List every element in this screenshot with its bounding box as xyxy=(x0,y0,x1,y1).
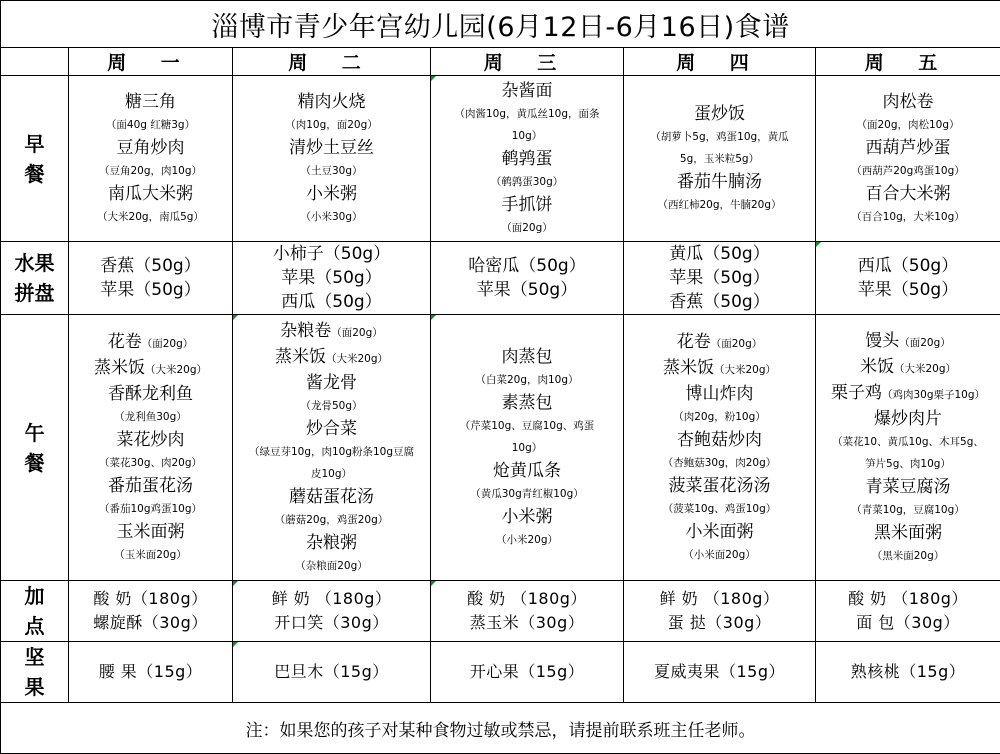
dish-ingredients: （西红柿20g，牛腩20g） xyxy=(624,194,815,216)
dish-name: 花卷 xyxy=(677,332,711,352)
dish-name: 栗子鸡 xyxy=(831,383,882,403)
menu-cell xyxy=(624,581,816,642)
menu-cell xyxy=(624,642,816,703)
menu-item xyxy=(816,329,1000,355)
header-day: 周 三 xyxy=(431,48,624,76)
dish-ingredients: （肉酱10g，黄瓜丝10g，面条 xyxy=(431,103,623,125)
dish-ingredients: （黄瓜30g青红椒10g） xyxy=(431,483,623,505)
dish-ingredients: （肉10g，面20g） xyxy=(233,114,430,136)
dish-name: 杏鲍菇炒肉 xyxy=(624,428,815,452)
dish-ingredients: （杂粮面20g） xyxy=(233,555,430,577)
dish-name: 素蒸包 xyxy=(431,391,623,415)
menu-cell xyxy=(233,642,431,703)
menu-cell xyxy=(233,242,431,315)
menu-item: 酸 奶 （180g） xyxy=(816,587,1000,611)
dish-name: 玉米面粥 xyxy=(69,520,232,544)
dish-ingredients: （面40g 红糖3g） xyxy=(69,114,232,136)
dish-name: 豆角炒肉 xyxy=(69,136,232,160)
dish-name: 蒸米饭 xyxy=(94,358,145,378)
dish-name: 南瓜大米粥 xyxy=(69,182,232,206)
row-label xyxy=(1,242,69,315)
dish-ingredients: 10g） xyxy=(431,437,623,459)
dish-name: 小米粥 xyxy=(233,182,430,206)
menu-item xyxy=(233,319,430,345)
dish-name: 苹果（50g） xyxy=(624,266,815,290)
dish-name: 馒头 xyxy=(865,331,899,351)
dish-ingredients: （菠菜10g、鸡蛋10g） xyxy=(624,498,815,520)
menu-item: 酸 奶 （180g） xyxy=(431,587,623,611)
dish-name: 炝黄瓜条 xyxy=(431,459,623,483)
dish-name: 米饭 xyxy=(860,357,894,377)
dish-name: 苹果（50g） xyxy=(816,278,1000,302)
dish-ingredients: （胡萝卜5g，鸡蛋10g，黄瓜 xyxy=(624,126,815,148)
menu-cell xyxy=(69,642,233,703)
dish-name: 香蕉（50g） xyxy=(624,290,815,314)
cell-comment-marker xyxy=(431,76,436,81)
header-day: 周 一 xyxy=(69,48,233,76)
row-label xyxy=(1,76,69,242)
menu-item xyxy=(816,355,1000,381)
menu-item: 巴旦木（15g） xyxy=(233,660,430,684)
dish-name: 手抓饼 xyxy=(431,193,623,217)
menu-item xyxy=(624,330,815,356)
dish-name: 青菜豆腐汤 xyxy=(816,475,1000,499)
dish-name: 杂粮粥 xyxy=(233,531,430,555)
dish-ingredients: （面20g） xyxy=(142,338,194,350)
dish-ingredients: （绿豆芽10g，肉10g粉条10g豆腐 xyxy=(233,441,430,463)
row-label-text: 果 xyxy=(1,672,68,702)
cell-comment-marker xyxy=(233,581,238,586)
menu-item: 蒸玉米（30g） xyxy=(431,611,623,635)
menu-cell xyxy=(431,242,624,315)
dish-ingredients: 10g） xyxy=(431,125,623,147)
row-label xyxy=(1,581,69,642)
row-label-text: 加 xyxy=(1,581,68,611)
dish-name: 番茄牛腩汤 xyxy=(624,170,815,194)
menu-cell xyxy=(69,315,233,581)
dish-name: 小米面粥 xyxy=(624,520,815,544)
menu-cell xyxy=(69,76,233,242)
menu-item xyxy=(69,330,232,356)
header-day: 周 四 xyxy=(624,48,816,76)
menu-item xyxy=(233,345,430,371)
row-label-text: 早 xyxy=(1,129,68,159)
menu-cell xyxy=(431,315,624,581)
menu-title: 淄博市青少年宫幼儿园(6月12日-6月16日)食谱 xyxy=(1,1,1000,48)
menu-cell xyxy=(431,581,624,642)
menu-cell xyxy=(233,315,431,581)
dish-name: 杂酱面 xyxy=(431,79,623,103)
dish-name: 百合大米粥 xyxy=(816,182,1000,206)
menu-item: 鲜 奶 （180g） xyxy=(233,587,430,611)
cell-comment-marker xyxy=(233,315,238,320)
dish-name: 肉蒸包 xyxy=(431,345,623,369)
dish-ingredients: （芹菜10g、豆腐10g、鸡蛋 xyxy=(431,415,623,437)
dish-name: 苹果（50g） xyxy=(233,266,430,290)
breakfast-row xyxy=(1,76,1000,242)
cell-comment-marker xyxy=(431,581,436,586)
dish-ingredients: （蘑菇20g，鸡蛋20g） xyxy=(233,509,430,531)
dish-name: 糖三角 xyxy=(69,90,232,114)
menu-item: 开口笑（30g） xyxy=(233,611,430,635)
dish-name: 小米粥 xyxy=(431,505,623,529)
header-day: 周 二 xyxy=(233,48,431,76)
dish-name: 苹果（50g） xyxy=(431,278,623,302)
menu-cell xyxy=(431,76,624,242)
row-label-text: 坚 xyxy=(1,642,68,672)
menu-item: 熟核桃（15g） xyxy=(816,660,1000,684)
dish-ingredients: （青菜10g，豆腐10g） xyxy=(816,499,1000,521)
allergy-note: 注：如果您的孩子对某种食物过敏或禁忌，请提前联系班主任老师。 xyxy=(1,703,1000,754)
menu-item: 螺旋酥（30g） xyxy=(69,611,232,635)
dish-ingredients: 皮10g） xyxy=(233,463,430,485)
menu-item xyxy=(816,381,1000,407)
dish-ingredients: （龙利鱼30g） xyxy=(69,406,232,428)
dish-ingredients: （大米20g） xyxy=(894,363,956,375)
row-label-text: 水果 xyxy=(1,248,68,278)
dish-ingredients: （面20g，肉松10g） xyxy=(816,114,1000,136)
menu-item xyxy=(69,356,232,382)
dish-ingredients: （面20g） xyxy=(899,337,951,349)
dish-ingredients: （面20g） xyxy=(431,217,623,239)
dish-ingredients: （土豆30g） xyxy=(233,160,430,182)
dish-name: 蛋炒饭 xyxy=(624,102,815,126)
dish-name: 爆炒肉片 xyxy=(816,407,1000,431)
dish-ingredients: （鹌鹑蛋30g） xyxy=(431,171,623,193)
menu-cell xyxy=(624,315,816,581)
menu-cell xyxy=(816,581,1000,642)
dish-name: 鹌鹑蛋 xyxy=(431,147,623,171)
snack-row xyxy=(1,581,1000,642)
dish-name: 西葫芦炒蛋 xyxy=(816,136,1000,160)
dish-name: 菠菜蛋花汤汤 xyxy=(624,474,815,498)
dish-ingredients: （小米30g） xyxy=(233,206,430,228)
menu-cell xyxy=(233,76,431,242)
dish-ingredients: （大米20g） xyxy=(714,364,776,376)
dish-name: 蒸米饭 xyxy=(663,358,714,378)
dish-name: 酱龙骨 xyxy=(233,371,430,395)
menu-cell xyxy=(624,242,816,315)
lunch-row xyxy=(1,315,1000,581)
menu-cell xyxy=(816,315,1000,581)
dish-ingredients: （面20g） xyxy=(711,338,763,350)
cell-comment-marker xyxy=(816,242,821,247)
menu-cell xyxy=(233,581,431,642)
row-label-text: 餐 xyxy=(1,448,68,478)
dish-ingredients: （大米20g，南瓜5g） xyxy=(69,206,232,228)
dish-ingredients: （西葫芦20g鸡蛋10g） xyxy=(816,160,1000,182)
dish-ingredients: （小米20g） xyxy=(431,529,623,551)
menu-item xyxy=(624,356,815,382)
dish-ingredients: （鸡肉30g栗子10g） xyxy=(882,389,985,401)
dish-name: 肉松卷 xyxy=(816,90,1000,114)
dish-ingredients: （番茄10g鸡蛋10g） xyxy=(69,498,232,520)
dish-name: 黑米面粥 xyxy=(816,521,1000,545)
row-label xyxy=(1,642,69,703)
row-label-text: 餐 xyxy=(1,159,68,189)
dish-ingredients: （百合10g，大米10g） xyxy=(816,206,1000,228)
dish-name: 小柿子（50g） xyxy=(233,242,430,266)
dish-name: 苹果（50g） xyxy=(69,278,232,302)
dish-ingredients: 笋片5g、肉10g） xyxy=(816,453,1000,475)
cell-comment-marker xyxy=(233,642,238,647)
dish-ingredients: 5g，玉米粒5g） xyxy=(624,148,815,170)
dish-ingredients: （面20g） xyxy=(331,327,383,339)
dish-name: 博山炸肉 xyxy=(624,382,815,406)
dish-name: 精肉火烧 xyxy=(233,90,430,114)
dish-ingredients: （大米20g） xyxy=(326,353,388,365)
menu-item: 蛋 挞（30g） xyxy=(624,611,815,635)
dish-ingredients: （黑米面20g） xyxy=(816,545,1000,567)
dish-name: 蒸米饭 xyxy=(275,347,326,367)
dish-name: 黄瓜（50g） xyxy=(624,242,815,266)
dish-ingredients: （菜花30g、肉20g） xyxy=(69,452,232,474)
dish-ingredients: （大米20g） xyxy=(145,364,207,376)
dish-name: 香酥龙利鱼 xyxy=(69,382,232,406)
dish-name: 菜花炒肉 xyxy=(69,428,232,452)
dish-ingredients: （白菜20g，肉10g） xyxy=(431,369,623,391)
fruit-platter-row xyxy=(1,242,1000,315)
dish-ingredients: （小米面20g） xyxy=(624,544,815,566)
row-label xyxy=(1,315,69,581)
menu-item: 夏威夷果（15g） xyxy=(624,660,815,684)
dish-name: 蘑菇蛋花汤 xyxy=(233,485,430,509)
menu-cell xyxy=(624,76,816,242)
dish-ingredients: （玉米面20g） xyxy=(69,544,232,566)
dish-name: 花卷 xyxy=(108,332,142,352)
menu-item: 酸 奶（180g） xyxy=(69,587,232,611)
menu-item: 鲜 奶 （180g） xyxy=(624,587,815,611)
cell-comment-marker xyxy=(431,315,436,320)
header-corner xyxy=(1,48,69,76)
menu-cell xyxy=(816,242,1000,315)
menu-cell xyxy=(816,76,1000,242)
menu-item: 腰 果（15g） xyxy=(69,660,232,684)
dish-ingredients: （肉20g，粉10g） xyxy=(624,406,815,428)
menu-cell xyxy=(431,642,624,703)
dish-ingredients: （杏鲍菇30g，肉20g） xyxy=(624,452,815,474)
row-label-text: 拼盘 xyxy=(1,278,68,308)
menu-item: 开心果（15g） xyxy=(431,660,623,684)
menu-cell xyxy=(69,242,233,315)
weekday-header-row xyxy=(1,48,1000,76)
nuts-row xyxy=(1,642,1000,703)
header-day: 周 五 xyxy=(816,48,1000,76)
menu-cell xyxy=(69,581,233,642)
dish-ingredients: （菜花10、黄瓜10g、木耳5g、 xyxy=(816,431,1000,453)
dish-ingredients: （龙骨50g） xyxy=(233,395,430,417)
dish-name: 西瓜（50g） xyxy=(233,290,430,314)
dish-name: 炒合菜 xyxy=(233,417,430,441)
dish-name: 番茄蛋花汤 xyxy=(69,474,232,498)
row-label-text: 午 xyxy=(1,418,68,448)
menu-cell xyxy=(816,642,1000,703)
dish-name: 哈密瓜（50g） xyxy=(431,254,623,278)
dish-ingredients: （豆角20g，肉10g） xyxy=(69,160,232,182)
dish-name: 香蕉（50g） xyxy=(69,254,232,278)
dish-name: 西瓜（50g） xyxy=(816,254,1000,278)
menu-item: 面 包（30g） xyxy=(816,611,1000,635)
dish-name: 清炒土豆丝 xyxy=(233,136,430,160)
dish-name: 杂粮卷 xyxy=(280,321,331,341)
row-label-text: 点 xyxy=(1,611,68,641)
